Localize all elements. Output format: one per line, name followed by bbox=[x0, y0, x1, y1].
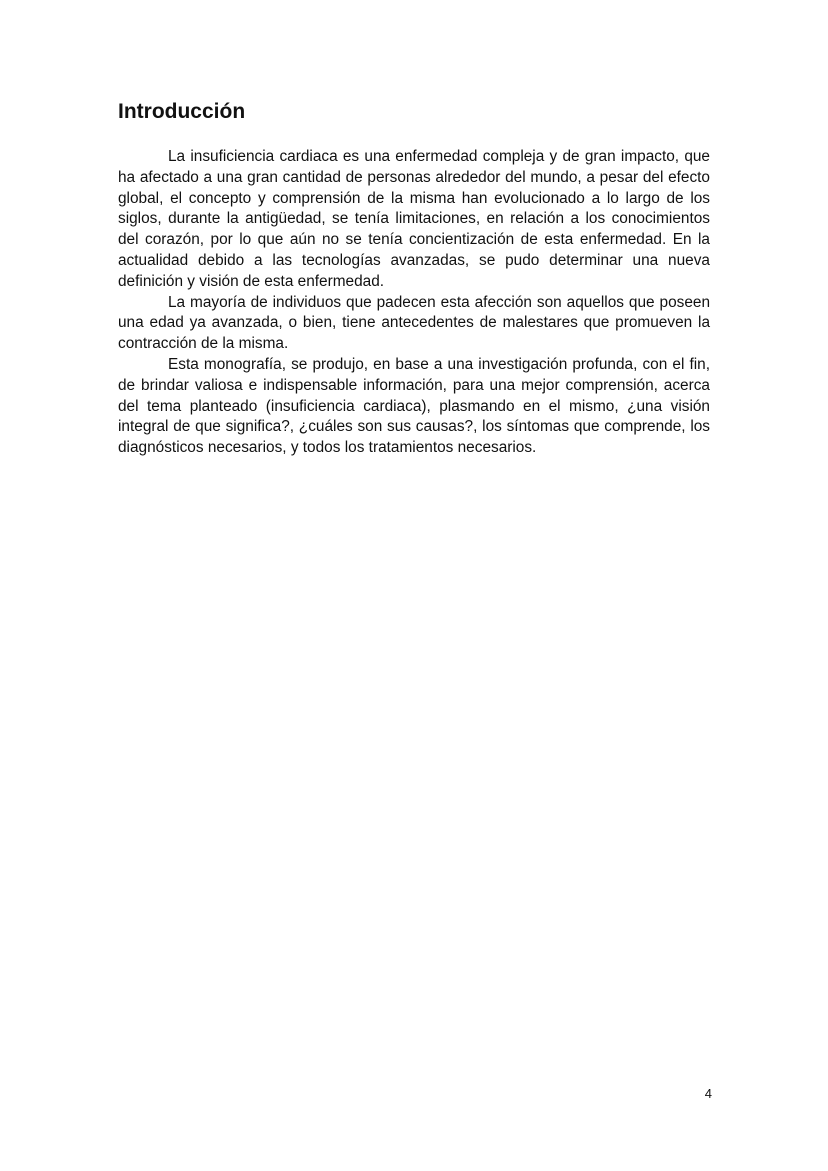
page-number: 4 bbox=[704, 1086, 712, 1101]
paragraph-1: La insuficiencia cardiaca es una enfermedad compleja y de gran impacto, que ha afectado a una gran cantidad de personas alrededor del mundo, a pesar del efecto global, el concepto y comprensión de la misma han evolucionado a lo largo de los siglos, durante la antigüedad, se tenía limitaciones, en relación a los conocimientos del corazón, por lo que aún no se tenía concientización de esta enfermedad. En la actualidad debido a las tecnologías avanzadas, se pudo determinar una nueva definición y visión de esta enfermedad. bbox=[118, 148, 710, 290]
section-heading: Introducción bbox=[118, 100, 246, 123]
body-text bbox=[118, 147, 710, 459]
paragraph-2: La mayoría de individuos que padecen esta afección son aquellos que poseen una edad ya avanzada, o bien, tiene antecedentes de malestares que promueven la contracción de la misma. bbox=[118, 293, 710, 353]
paragraph-3: Esta monografía, se produjo, en base a una investigación profunda, con el fin, de brindar valiosa e indispensable información, para una mejor comprensión, acerca del tema planteado (insuficiencia cardiaca), plasmando en el mismo, ¿una visión integral de que significa?, ¿cuáles son sus causas?, los síntomas que comprende, los diagnósticos necesarios, y todos los tratamientos necesarios. bbox=[118, 355, 710, 457]
